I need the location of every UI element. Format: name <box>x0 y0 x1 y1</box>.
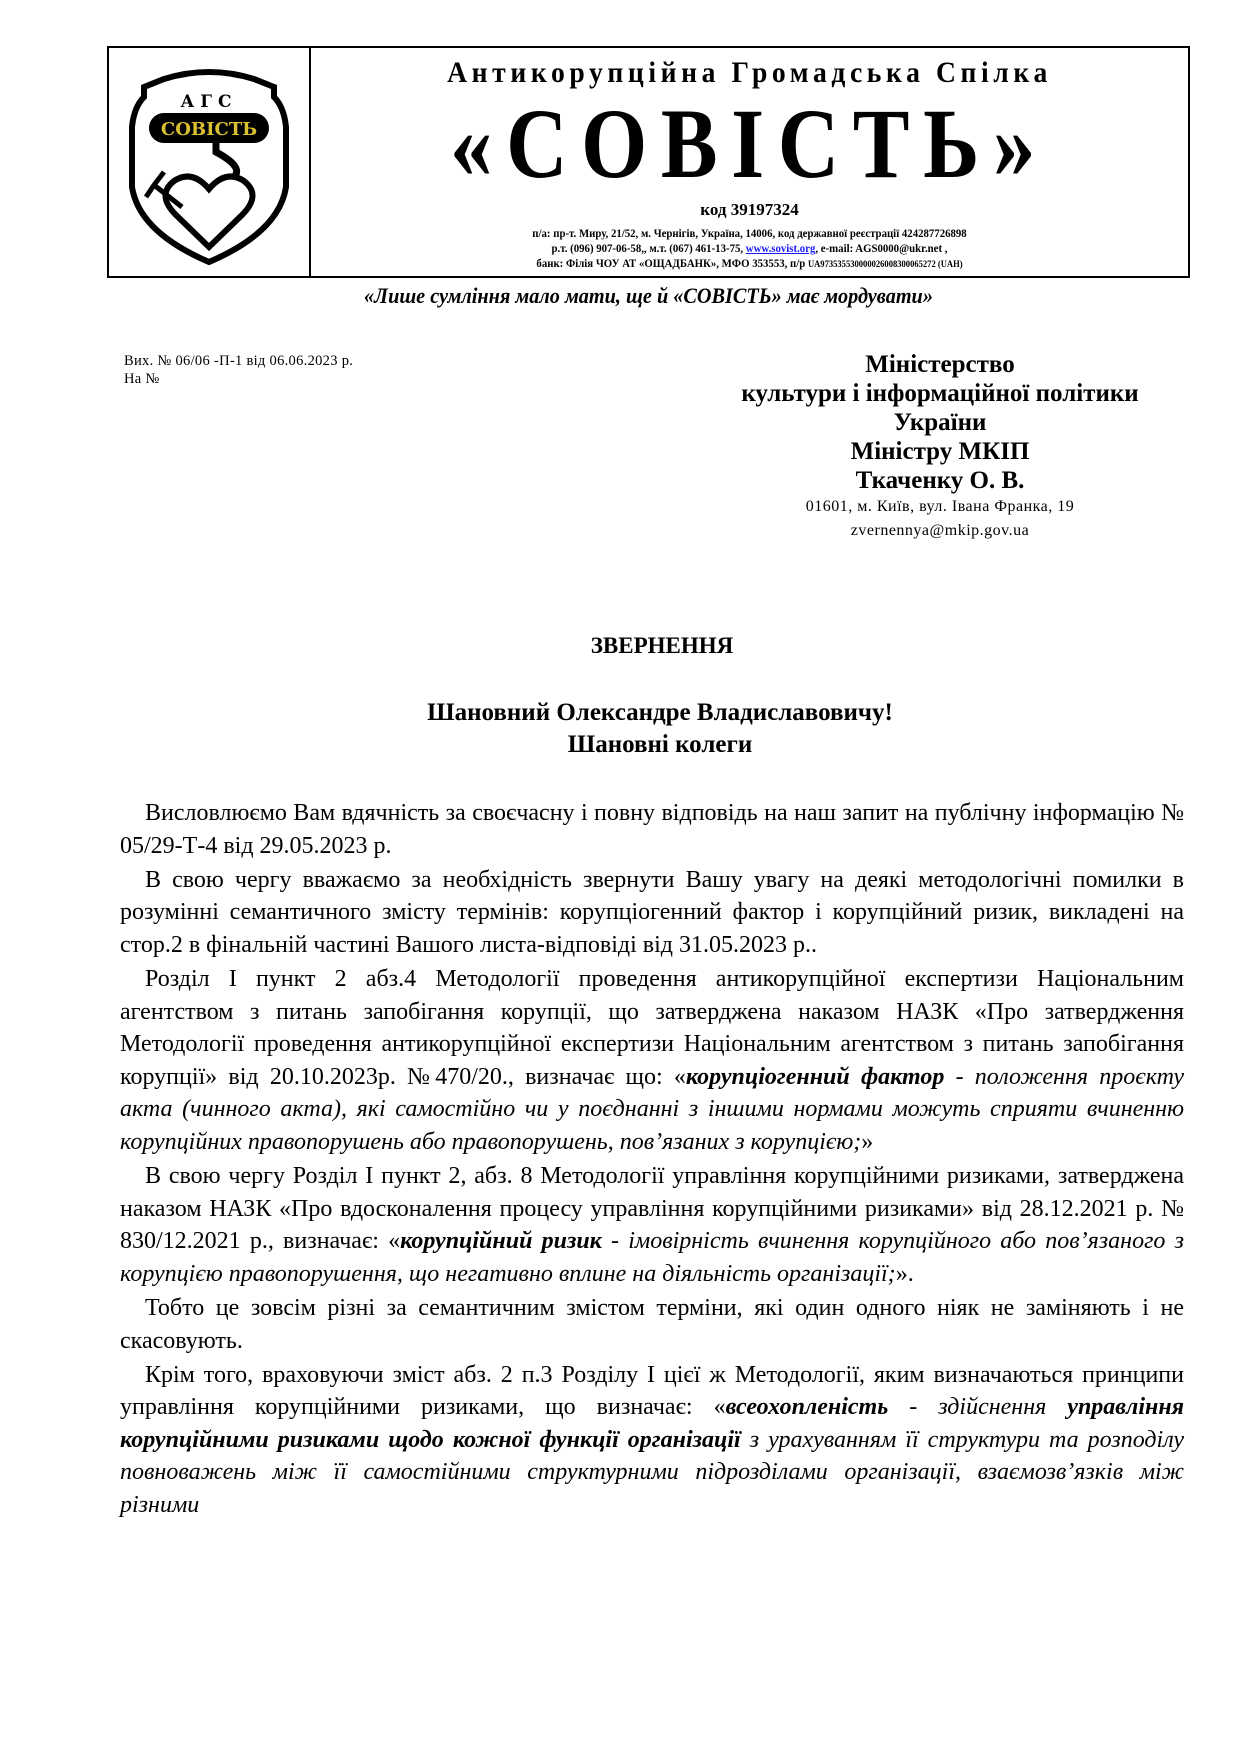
term-corruption-risk: корупційний ризик <box>400 1228 602 1255</box>
outgoing-number: Вих. № 06/06 -П-1 від 06.06.2023 р. <box>124 353 354 369</box>
logo-banner: СОВІСТЬ <box>160 119 258 140</box>
bank-name: банк: Філія ЧОУ АТ «ОЩАДБАНК», МФО 353553, п/р <box>536 256 806 270</box>
letter-body <box>120 797 1184 1523</box>
term-definition: - здійснення <box>888 1394 1068 1421</box>
addressee-line: Міністерство <box>865 351 1015 378</box>
in-reply-to: На № <box>124 371 160 387</box>
addressee-block <box>640 350 1240 543</box>
org-details <box>355 226 1144 273</box>
org-phones: р.т. (096) 907-06-58,, м.т. (067) 461-13-75, <box>551 241 744 255</box>
org-address: п/а: пр-т. Миру, 21/52, м. Чернігів, Україна, 14006, код державної реєстрації 424287726898 <box>532 226 967 240</box>
bank-account: UA973535530000026008300065272 (UAH) <box>807 260 963 270</box>
paragraph <box>120 1160 1184 1290</box>
addressee-line: Ткаченку О. В. <box>855 467 1025 494</box>
paragraph-text: Розділ І пункт 2 абз.4 Методології проведення антикорупційної експертизи Національним агентством з питань запобігання корупції, що затверджена наказом НАЗК «Про затвердження Методології проведення антикорупційної експертизи Національним агентством з питань запобігання корупції» від 20.10.2023р. №470/20., визначає що: « <box>120 965 1184 1090</box>
org-bank <box>355 256 1144 273</box>
addressee-line: Міністру МКІП <box>850 438 1030 465</box>
org-info <box>311 48 1188 276</box>
org-code: код 39197324 <box>700 200 799 219</box>
term-comprehensiveness: всеохопленість <box>725 1394 889 1421</box>
outgoing-reference <box>124 352 353 388</box>
term-corruptogenic-factor: корупціогенний фактор <box>685 1063 945 1090</box>
org-contacts <box>355 241 1144 256</box>
paragraph: Тобто це зовсім різні за семантичним змістом терміни, які один одного ніяк не заміняють і не скасовують. <box>120 1294 1184 1354</box>
quote-close: ». <box>895 1260 914 1287</box>
paragraph: В свою чергу вважаємо за необхідність звернути Вашу увагу на деякі методологічні помилки в розумінні семантичного змісту термінів: корупціогенний фактор і корупційний ризик, викладені на стор.2 в фінальній частині Вашого листа-відповіді від 31.05.2023 р.. <box>120 866 1184 958</box>
salutation <box>120 697 1200 761</box>
paragraph: Висловлюємо Вам вдячність за своєчасну і повну відповідь на наш запит на публічну інформацію № 05/29-Т-4 від 29.05.2023 р. <box>120 800 1184 859</box>
paragraph-text: Крім того, враховуючи зміст абз. 2 п.3 Розділу І цієї ж Методології, яким визначаються принципи управління корупційними ризиками, що визначає: « <box>120 1361 1184 1421</box>
term-definition: - положення проєкту акта (чинного акта), які самостійно чи у поєднанні з іншими нормами можуть сприяти вчиненню корупційних правопорушень або правопорушень, пов’язаних з корупцією; <box>120 1063 1184 1155</box>
org-email: , e-mail: AGS0000@ukr.net , <box>815 241 948 255</box>
addressee-line: культури і інформаційної політики <box>741 380 1139 407</box>
shield-heart-logo-icon <box>124 57 294 267</box>
logo-cell <box>109 48 311 276</box>
addressee-email[interactable]: zvernennya@mkip.gov.ua <box>850 522 1030 539</box>
org-name: «СОВІСТЬ» <box>450 88 1049 199</box>
term-emphasis: управління корупційними ризиками щодо кожної функції організації <box>120 1394 1185 1453</box>
quote-close: » <box>861 1128 874 1155</box>
motto: «Лише сумління мало мати, ще й «СОВІСТЬ» має мордувати» <box>364 283 933 308</box>
paragraph-text: В свою чергу Розділ І пункт 2, абз. 8 Методології управління корупційними ризиками, затверджена наказом НАЗК «Про вдосконалення процесу управління корупційними ризиками» від 28.12.2021 р. № 830/12.2021 р., визначає: « <box>120 1163 1184 1255</box>
letterhead <box>107 46 1190 278</box>
term-definition: - імовірність вчинення корупційного або пов’язаного з корупцією правопорушення, що негативно вплине на діяльність організації; <box>120 1228 1184 1287</box>
salutation-line2: Шановні колеги <box>567 731 753 758</box>
term-definition: з урахуванням її структури та розподілу повноважень між її самостійними структурними підрозділами організації, взаємозв’язків між різними <box>120 1426 1185 1518</box>
paragraph <box>120 1359 1184 1522</box>
website-link[interactable]: www.sovist.org <box>745 241 816 255</box>
document-title: ЗВЕРНЕННЯ <box>590 633 734 658</box>
paragraph <box>120 963 1184 1159</box>
logo-abbr: АГС <box>180 92 238 112</box>
addressee-line: України <box>893 409 987 436</box>
addressee-postal: 01601, м. Київ, вул. Івана Франка, 19 <box>805 498 1075 515</box>
org-type: Антикорупційна Громадська Спілка <box>447 56 1052 89</box>
salutation-line1: Шановний Олександре Владиславовичу! <box>427 699 893 726</box>
